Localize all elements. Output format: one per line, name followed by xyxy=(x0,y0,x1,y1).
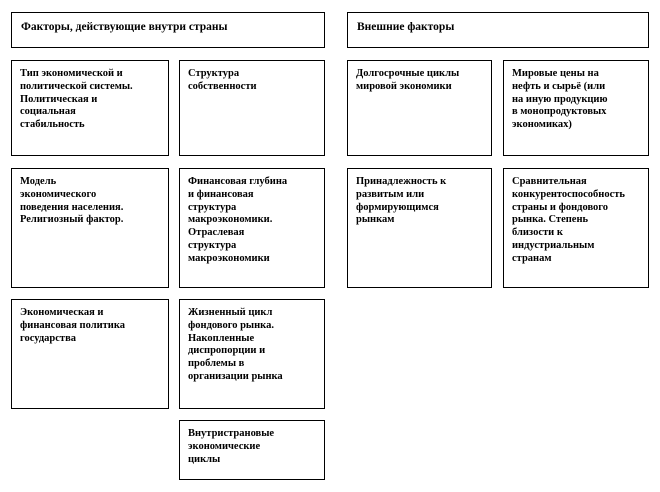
political-system-text: Тип экономической и политической системы. Политическая и социальная стабильность xyxy=(20,68,133,131)
internal-factors-header-text: Факторы, действующие внутри страны xyxy=(21,21,228,33)
ownership-structure-box xyxy=(179,60,325,156)
internal-cycles-text: Внутристрановые экономические циклы xyxy=(188,428,275,465)
competitiveness-box xyxy=(503,168,649,288)
market-belonging-text: Принадлежность к развитым или формирующимся рынкам xyxy=(356,176,447,226)
economic-behavior-box xyxy=(11,168,169,288)
competitiveness-text: Сравнительная конкурентоспособность страны и фондового рынка. Степень близости к индустриальным странам xyxy=(512,176,625,264)
ownership-structure-text: Структура собственности xyxy=(188,68,257,92)
external-factors-header-text: Внешние факторы xyxy=(357,21,455,33)
long-cycles-text: Долгосрочные циклы мировой экономики xyxy=(356,68,460,92)
internal-factors-header xyxy=(11,12,325,48)
financial-depth-text: Финансовая глубина и финансовая структура макроэкономики. Отраслевая структура макроэкономики xyxy=(188,176,288,264)
long-cycles-box xyxy=(347,60,492,156)
political-system-box xyxy=(11,60,169,156)
internal-cycles-box xyxy=(179,420,325,480)
external-factors-header xyxy=(347,12,649,48)
life-cycle-text: Жизненный цикл фондового рынка. Накопленные диспропорции и проблемы в организации рынка xyxy=(188,307,283,382)
world-prices-box xyxy=(503,60,649,156)
state-policy-text: Экономическая и финансовая политика государства xyxy=(20,307,125,344)
economic-behavior-text: Модель экономического поведения населения. Религиозный фактор. xyxy=(20,176,124,226)
market-belonging-box xyxy=(347,168,492,288)
financial-depth-box xyxy=(179,168,325,288)
state-policy-box xyxy=(11,299,169,409)
life-cycle-box xyxy=(179,299,325,409)
world-prices-text: Мировые цены на нефть и сырьё (или на иную продукцию в монопродуктовых экономиках) xyxy=(512,68,608,131)
